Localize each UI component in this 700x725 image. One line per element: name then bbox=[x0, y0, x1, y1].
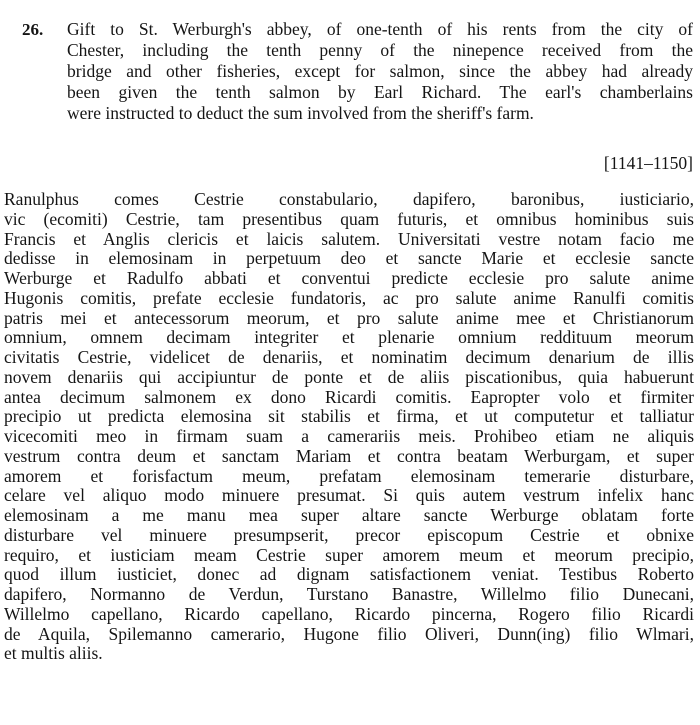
summary-line: bridge and other fisheries, except for salmon, since the abbey had already bbox=[67, 61, 693, 81]
charter-line: elemosinam a me manu mea super altare sancte Werburge oblatam forte bbox=[4, 505, 694, 525]
charter-line: requiro, et iusticiam meam Cestrie super amorem meum et meorum precipio, bbox=[4, 544, 694, 565]
charter-line: Willelmo capellano, Ricardo capellano, Ricardo pincerna, Rogero filio Ricardi bbox=[4, 603, 694, 624]
charter-line: civitatis Cestrie, videlicet de denariis, et nominatim decimum denarium de illis bbox=[4, 347, 694, 367]
summary-line: Gift to St. Werburgh's abbey, of one-tenth of his rents from the city of bbox=[67, 19, 693, 39]
charter-line: patris mei et antecessorum meorum, et pro salute anime mee et Christianorum bbox=[4, 307, 694, 328]
charter-line: vestrum contra deum et sanctam Mariam et contra beatam Werburgam, et super bbox=[4, 445, 694, 466]
charter-line: Ranulphus comes Cestrie constabulario, dapifero, baronibus, iusticiario, bbox=[4, 189, 694, 209]
charter-line: Hugonis comitis, prefate ecclesie fundatoris, ac pro salute anime Ranulfi comitis bbox=[4, 287, 694, 308]
summary-line: were instructed to deduct the sum involved from the sheriff's farm. bbox=[67, 103, 534, 123]
charter-line: dapifero, Normanno de Verdun, Turstano Banastre, Willelmo filio Dunecani, bbox=[4, 584, 694, 604]
charter-line: de Aquila, Spilemanno camerario, Hugone filio Oliveri, Dunn(ing) filio Wlmari, bbox=[4, 623, 694, 644]
entry-number: 26. bbox=[22, 20, 44, 39]
charter-line: quod illum iusticiet, donec ad dignam satisfactionem veniat. Testibus Roberto bbox=[4, 564, 694, 585]
charter-line: et multis aliis. bbox=[4, 643, 103, 664]
charter-line: vic (ecomiti) Cestrie, tam presentibus quam futuris, et omnibus hominibus suis bbox=[4, 208, 694, 229]
charter-text bbox=[4, 190, 694, 664]
charter-line: disturbare vel minuere presumpserit, precor episcopum Cestrie et obnixe bbox=[4, 524, 694, 545]
charter-line: vicecomiti meo in firmam suam a camerariis meis. Prohibeo etiam ne aliquis bbox=[4, 426, 694, 446]
charter-line: Francis et Anglis clericis et laicis salutem. Universitati vestre notam facio me bbox=[4, 228, 694, 249]
charter-line: precipio ut predicta elemosina sit stabilis et firma, et ut computetur et talliatur bbox=[4, 406, 694, 427]
summary-line: Chester, including the tenth penny of the ninepence received from the bbox=[67, 40, 693, 60]
charter-line: amorem et forisfactum meum, prefatam elemosinam temerarie disturbare, bbox=[4, 465, 694, 486]
charter-line: Werburge et Radulfo abbati et conventui predicte ecclesie pro salute anime bbox=[4, 268, 694, 288]
charter-line: antea decimum salmonem ex dono Ricardi comitis. Eapropter volo et firmiter bbox=[4, 386, 694, 407]
charter-line: omnium, omnem decimam integriter et plenarie omnium reddituum meorum bbox=[4, 327, 694, 348]
charter-line: celare vel aliquo modo minuere presumat. Si quis autem vestrum infelix hanc bbox=[4, 485, 694, 506]
entry-summary bbox=[67, 19, 693, 124]
charter-line: novem denariis qui accipiuntur de ponte et de aliis piscationibus, quia habuerunt bbox=[4, 366, 694, 387]
charter-line: dedisse in elemosinam in perpetuum deo et sancte Marie et ecclesie sancte bbox=[4, 248, 694, 269]
summary-line: been given the tenth salmon by Earl Richard. The earl's chamberlains bbox=[67, 82, 693, 102]
date-range: [1141–1150] bbox=[603, 153, 693, 173]
